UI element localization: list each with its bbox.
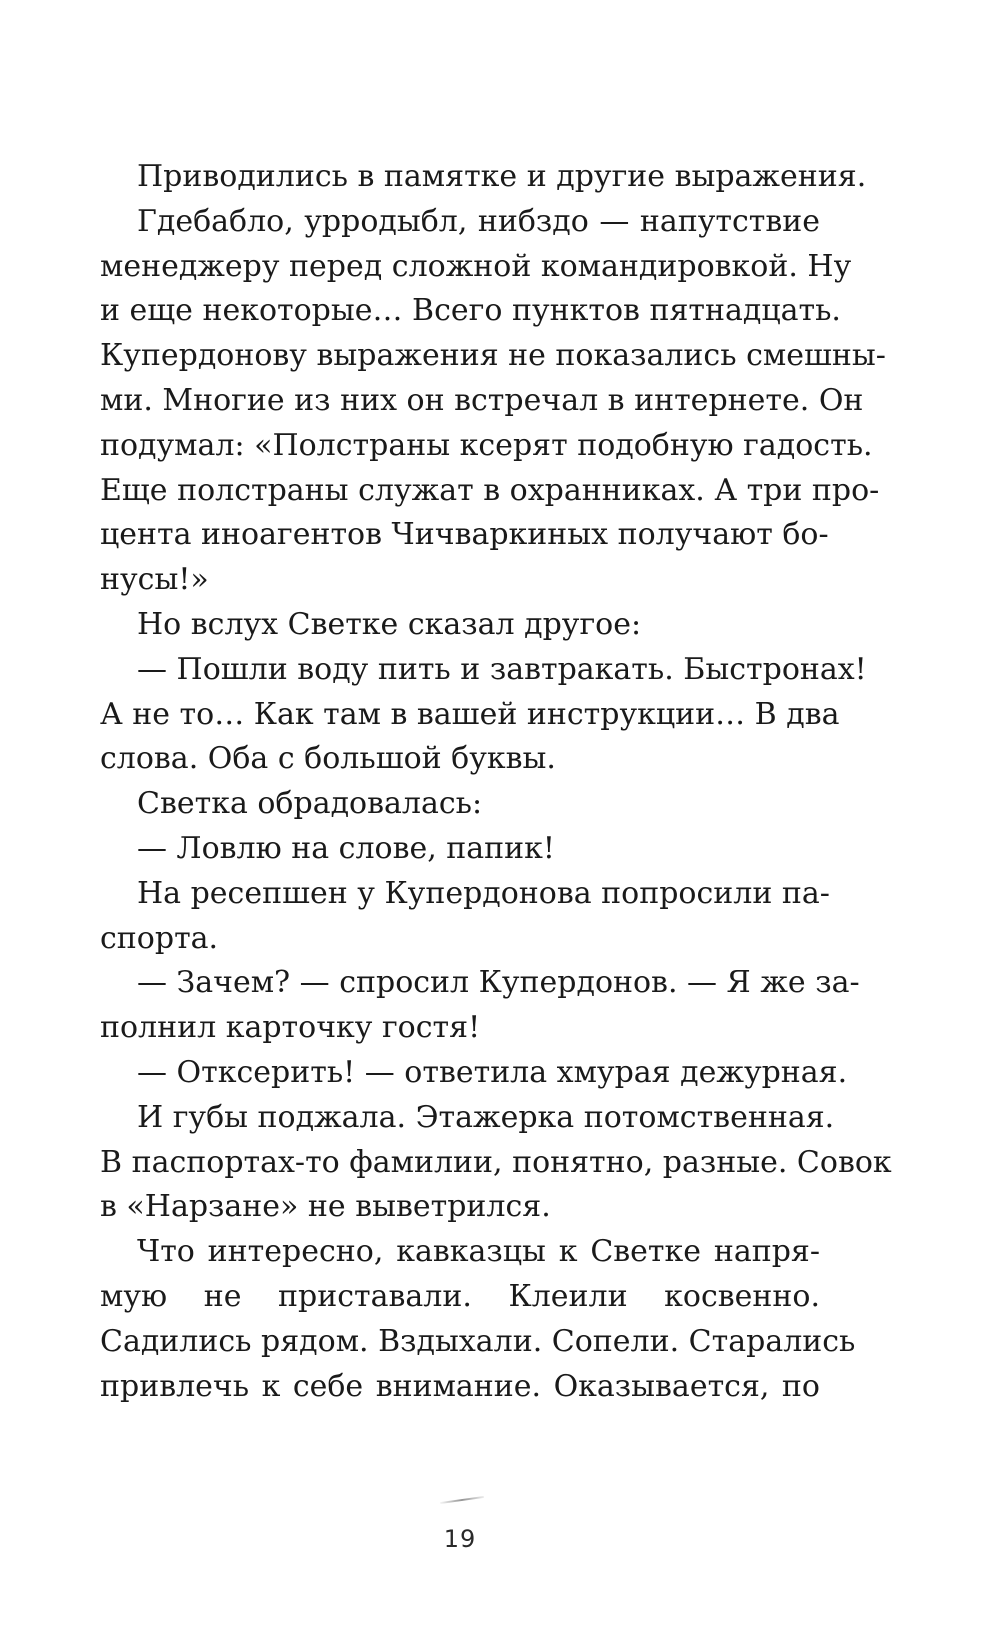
text-line: — Пошли воду пить и завтракать. Быстронах! xyxy=(137,651,867,687)
text-line: В паспортах-то фамилии, понятно, разные. Совок xyxy=(100,1144,892,1180)
text-line: И губы поджала. Этажерка потомственная. xyxy=(137,1099,835,1135)
text-line: Еще полстраны служат в охранниках. А три про- xyxy=(100,472,880,508)
text-line: Купердонову выражения не показались смешны- xyxy=(100,338,886,374)
text-line: — Отксерить! — ответила хмурая дежурная. xyxy=(137,1054,848,1090)
text-line: На ресепшен у Купердонова попросили па- xyxy=(137,875,830,911)
text-line: менеджеру перед сложной командировкой. Ну xyxy=(100,248,852,284)
text-line: и еще некоторые… Всего пунктов пятнадцать. xyxy=(100,293,841,329)
text-line: слова. Оба с большой буквы. xyxy=(100,741,556,777)
page-number: 19 xyxy=(443,1525,477,1553)
text-line: спорта. xyxy=(100,920,219,956)
text-line: подумал: «Полстраны ксерят подобную гадость. xyxy=(100,427,873,463)
text-line: Гдебабло, урродыбл, нибздо — напутствие xyxy=(137,203,820,239)
text-line: Садились рядом. Вздыхали. Сопели. Старались xyxy=(100,1323,856,1359)
text-line: Светка обрадовалась: xyxy=(137,786,483,822)
text-line: полнил карточку гостя! xyxy=(100,1010,481,1046)
text-line: — Ловлю на слове, папик! xyxy=(137,830,555,866)
text-line: мую не приставали. Клеили косвенно. xyxy=(100,1278,820,1314)
text-line: — Зачем? — спросил Купердонов. — Я же за- xyxy=(137,965,860,1001)
folio-ornament xyxy=(440,1496,484,1504)
text-line: Но вслух Светке сказал другое: xyxy=(137,606,642,642)
text-line: привлечь к себе внимание. Оказывается, по xyxy=(100,1368,820,1404)
text-line: цента иноагентов Чичваркиных получают бо- xyxy=(100,517,829,553)
body-text xyxy=(100,155,892,1409)
text-line: нусы!» xyxy=(100,562,209,598)
text-line: А не то… Как там в вашей инструкции… В два xyxy=(100,696,840,732)
text-line: Приводились в памятке и другие выражения. xyxy=(137,159,867,194)
text-line: ми. Многие из них он встречал в интернете. Он xyxy=(100,382,864,418)
text-line: Что интересно, кавказцы к Светке напря- xyxy=(137,1234,820,1270)
text-line: в «Нарзане» не выветрился. xyxy=(100,1189,551,1225)
